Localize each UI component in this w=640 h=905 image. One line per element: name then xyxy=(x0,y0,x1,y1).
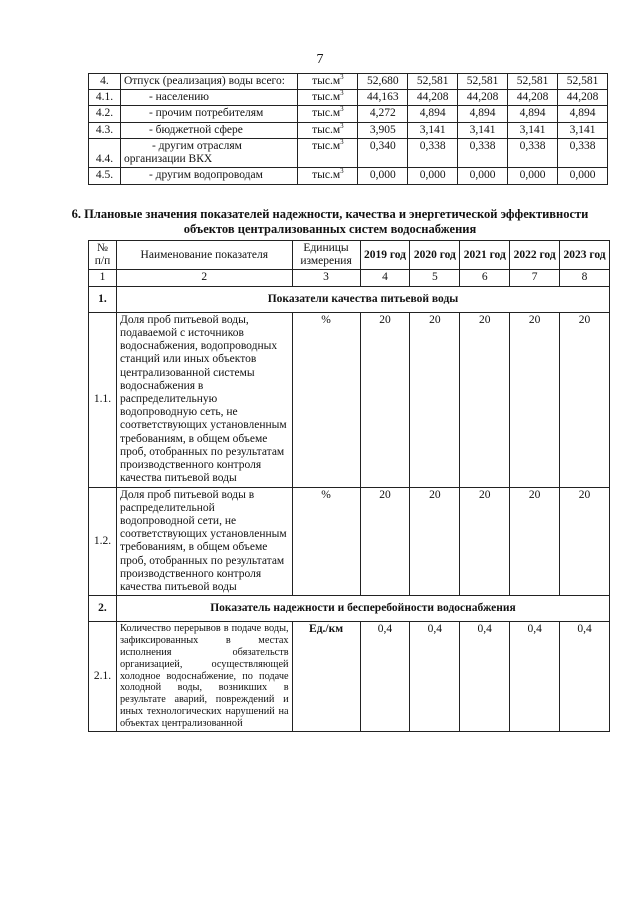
row-value: 20 xyxy=(360,487,410,596)
row-value: 0,4 xyxy=(560,622,610,731)
row-name: - другим отраслям организации ВКХ xyxy=(120,138,298,167)
row-name: Количество перерывов в подаче воды, зафиксированных в местах исполнения обязательств организацией, осуществляющей холодное водоснабжение, по подаче холодной воды, возникших в результате аварий, повреждений и иных технологических нарушений на объектах централизованной xyxy=(116,622,292,731)
row-value: 3,141 xyxy=(508,122,558,138)
unit-superscript: 3 xyxy=(340,167,344,176)
row-value: 20 xyxy=(510,487,560,596)
row-value: 4,894 xyxy=(508,106,558,122)
unit-text: тыс.м xyxy=(312,139,341,152)
row-num: 4.3. xyxy=(89,122,121,138)
header-year: 2022 год xyxy=(510,241,560,270)
row-value: 0,000 xyxy=(358,168,408,184)
row-value: 4,894 xyxy=(558,106,608,122)
header-year: 2020 год xyxy=(410,241,460,270)
row-unit xyxy=(298,106,358,122)
row-value: 44,208 xyxy=(458,90,508,106)
header-year: 2023 год xyxy=(560,241,610,270)
unit-superscript: 3 xyxy=(340,73,344,82)
row-name: Доля проб питьевой воды, подаваемой с источников водоснабжения, водопроводных станций или иных объектов централизованной системы водоснабжения в распределительную водопроводную сеть, не соответствующих установленным требованиям, в общем объеме проб, отобранных по результатам производственного контроля качества питьевой воды xyxy=(116,312,292,487)
row-value: 20 xyxy=(510,312,560,487)
row-num: 4.5. xyxy=(89,168,121,184)
header-num: № п/п xyxy=(89,241,117,270)
row-value: 4,894 xyxy=(408,106,458,122)
unit-text: тыс.м xyxy=(312,75,341,87)
row-value: 3,141 xyxy=(558,122,608,138)
row-value: 44,208 xyxy=(558,90,608,106)
row-num: 4. xyxy=(89,74,121,90)
row-unit xyxy=(298,138,358,167)
section-row xyxy=(89,286,610,312)
row-value: 0,4 xyxy=(510,622,560,731)
col-number: 6 xyxy=(460,270,510,286)
row-value: 20 xyxy=(560,487,610,596)
table-row xyxy=(89,138,608,167)
row-name: - другим водопроводам xyxy=(120,168,298,184)
row-value: 52,680 xyxy=(358,74,408,90)
header-name: Наименование показателя xyxy=(116,241,292,270)
row-value: 4,894 xyxy=(458,106,508,122)
row-unit xyxy=(298,122,358,138)
row-unit xyxy=(298,74,358,90)
row-num: 1.2. xyxy=(89,487,117,596)
row-value: 0,340 xyxy=(358,138,408,167)
row-value: 44,208 xyxy=(408,90,458,106)
row-value: 0,4 xyxy=(410,622,460,731)
row-name: - бюджетной сфере xyxy=(120,122,298,138)
indicators-table xyxy=(88,240,610,732)
section-num: 2. xyxy=(89,596,117,622)
col-number: 5 xyxy=(410,270,460,286)
unit-text: тыс.м xyxy=(312,123,341,136)
row-value: 52,581 xyxy=(458,74,508,90)
row-value: 20 xyxy=(410,487,460,596)
row-name: - населению xyxy=(120,90,298,106)
row-name: - прочим потребителям xyxy=(120,106,298,122)
row-value: 0,4 xyxy=(360,622,410,731)
row-value: 3,141 xyxy=(458,122,508,138)
row-value: 0,000 xyxy=(458,168,508,184)
row-value: 0,000 xyxy=(408,168,458,184)
table-row xyxy=(89,487,610,596)
row-unit xyxy=(298,90,358,106)
row-value: 0,338 xyxy=(408,138,458,167)
section-heading: Показатели качества питьевой воды xyxy=(116,286,609,312)
row-unit: % xyxy=(292,312,360,487)
section-heading: Показатель надежности и бесперебойности водоснабжения xyxy=(116,596,609,622)
unit-superscript: 3 xyxy=(340,89,344,98)
row-value: 0,000 xyxy=(558,168,608,184)
row-name: Доля проб питьевой воды в распределительной водопроводной сети, не соответствующих установленным требованиям, в общем объеме проб, отобранных по результатам производственного контроля качества питьевой воды xyxy=(116,487,292,596)
table-row xyxy=(89,90,608,106)
water-release-table xyxy=(88,73,608,185)
section-title: 6. Плановые значения показателей надежности, качества и энергетической эффективности объектов централизованных систем водоснабжения xyxy=(71,207,589,236)
header-year: 2019 год xyxy=(360,241,410,270)
table-header-row xyxy=(89,241,610,270)
row-num: 4.4. xyxy=(89,138,121,167)
unit-text: тыс.м xyxy=(312,169,341,182)
column-numbers-row xyxy=(89,270,610,286)
row-value: 0,000 xyxy=(508,168,558,184)
table-row xyxy=(89,106,608,122)
row-value: 44,163 xyxy=(358,90,408,106)
table-row xyxy=(89,122,608,138)
col-number: 8 xyxy=(560,270,610,286)
row-value: 0,4 xyxy=(460,622,510,731)
col-number: 3 xyxy=(292,270,360,286)
row-value: 44,208 xyxy=(508,90,558,106)
row-value: 20 xyxy=(460,312,510,487)
row-value: 0,338 xyxy=(508,138,558,167)
row-value: 52,581 xyxy=(408,74,458,90)
unit-superscript: 3 xyxy=(340,138,344,147)
table-row xyxy=(89,168,608,184)
col-number: 4 xyxy=(360,270,410,286)
section-row xyxy=(89,596,610,622)
row-num: 1.1. xyxy=(89,312,117,487)
unit-text: тыс.м xyxy=(312,91,341,104)
row-value: 20 xyxy=(410,312,460,487)
row-value: 20 xyxy=(360,312,410,487)
row-num: 4.2. xyxy=(89,106,121,122)
table-row xyxy=(89,312,610,487)
row-unit: Ед./км xyxy=(292,622,360,731)
col-number: 2 xyxy=(116,270,292,286)
table-row xyxy=(89,74,608,90)
row-unit: % xyxy=(292,487,360,596)
row-value: 20 xyxy=(460,487,510,596)
row-value: 0,338 xyxy=(558,138,608,167)
table-row xyxy=(89,622,610,731)
row-num: 2.1. xyxy=(89,622,117,731)
row-value: 3,905 xyxy=(358,122,408,138)
row-value: 52,581 xyxy=(508,74,558,90)
header-year: 2021 год xyxy=(460,241,510,270)
row-value: 52,581 xyxy=(558,74,608,90)
section-num: 1. xyxy=(89,286,117,312)
col-number: 1 xyxy=(89,270,117,286)
header-unit: Единицы измерения xyxy=(292,241,360,270)
unit-superscript: 3 xyxy=(340,121,344,130)
unit-superscript: 3 xyxy=(340,105,344,114)
unit-text: тыс.м xyxy=(312,107,341,120)
row-name: Отпуск (реализация) воды всего: xyxy=(120,74,298,90)
row-num: 4.1. xyxy=(89,90,121,106)
row-unit xyxy=(298,168,358,184)
row-value: 3,141 xyxy=(408,122,458,138)
row-value: 20 xyxy=(560,312,610,487)
row-value: 4,272 xyxy=(358,106,408,122)
row-value: 0,338 xyxy=(458,138,508,167)
page-number: 7 xyxy=(316,52,324,67)
col-number: 7 xyxy=(510,270,560,286)
